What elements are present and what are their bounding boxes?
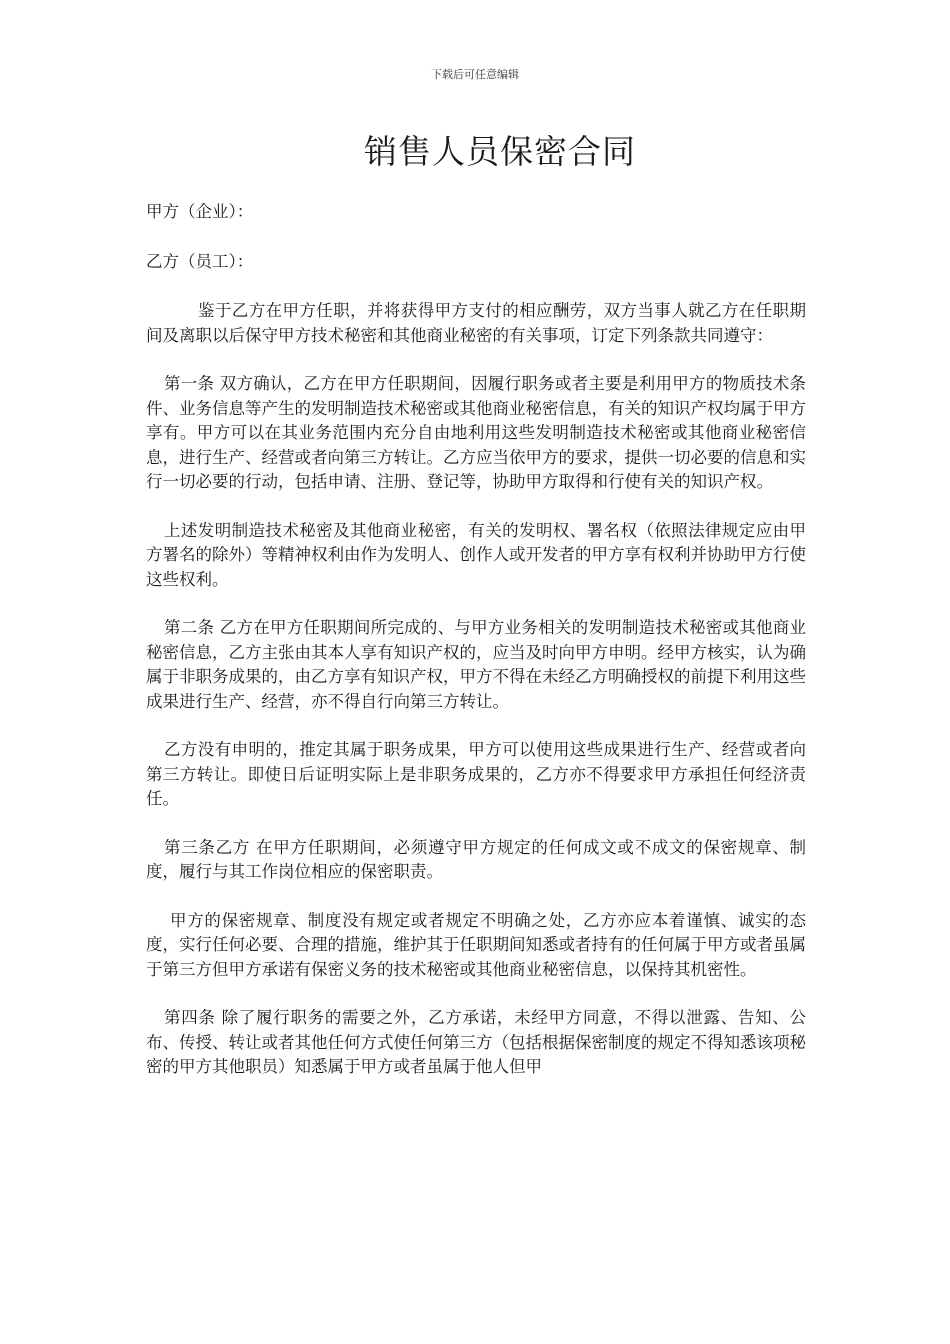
article-3-paragraph: 第三条乙方 在甲方任职期间，必须遵守甲方规定的任何成文或不成文的保密规章、制度，履行与其工作岗位相应的保密职责。 — [146, 837, 806, 881]
article-2-paragraph: 第二条 乙方在甲方任职期间所完成的、与甲方业务相关的发明制造技术秘密或其他商业秘密信息，乙方主张由其本人享有知识产权的，应当及时向甲方申明。经甲方核实，认为确属于非职务成果的，由乙方享有知识产权，甲方不得在未经乙方明确授权的前提下利用这些成果进行生产、经营，亦不得自行向第三方转让。 — [146, 618, 806, 711]
article-1-supplement-paragraph: 上述发明制造技术秘密及其他商业秘密，有关的发明权、署名权（依照法律规定应由甲方署名的除外）等精神权利由作为发明人、创作人或开发者的甲方享有权利并协助甲方行使这些权利。 — [146, 520, 806, 589]
article-2-supplement-paragraph: 乙方没有申明的，推定其属于职务成果，甲方可以使用这些成果进行生产、经营或者向第三方转让。即使日后证明实际上是非职务成果的，乙方亦不得要求甲方承担任何经济责任。 — [146, 740, 806, 808]
document-body — [146, 200, 806, 1104]
article-1-paragraph: 第一条 双方确认，乙方在甲方任职期间，因履行职务或者主要是利用甲方的物质技术条件、业务信息等产生的发明制造技术秘密或其他商业秘密信息，有关的知识产权均属于甲方享有。甲方可以在其业务范围内充分自由地利用这些发明制造技术秘密或其他商业秘密信息，进行生产、经营或者向第三方转让。乙方应当依甲方的要求，提供一切必要的信息和实行一切必要的行动，包括申请、注册、登记等，协助甲方取得和行使有关的知识产权。 — [146, 374, 806, 491]
party-b-field: 乙方（员工）： — [146, 251, 254, 271]
article-3-supplement-paragraph: 甲方的保密规章、制度没有规定或者规定不明确之处，乙方亦应本着谨慎、诚实的态度，实行任何必要、合理的措施，维护其于任职期间知悉或者持有的任何属于甲方或者虽属于第三方但甲方承诺有保密义务的技术秘密或其他商业秘密信息，以保持其机密性。 — [146, 910, 806, 979]
header-note: 下载后可任意编辑 — [431, 68, 519, 81]
article-4-paragraph: 第四条 除了履行职务的需要之外，乙方承诺，未经甲方同意，不得以泄露、告知、公布、传授、转让或者其他任何方式使任何第三方（包括根据保密制度的规定不得知悉该项秘密的甲方其他职员）知悉属于甲方或者虽属于他人但甲 — [146, 1008, 806, 1076]
preamble-paragraph: 鉴于乙方在甲方任职，并将获得甲方支付的相应酬劳，双方当事人就乙方在任职期间及离职以后保守甲方技术秘密和其他商业秘密的有关事项，订定下列条款共同遵守： — [146, 301, 806, 345]
party-a-field: 甲方（企业）： — [146, 202, 254, 221]
document-title: 销售人员保密合同 — [364, 132, 636, 171]
